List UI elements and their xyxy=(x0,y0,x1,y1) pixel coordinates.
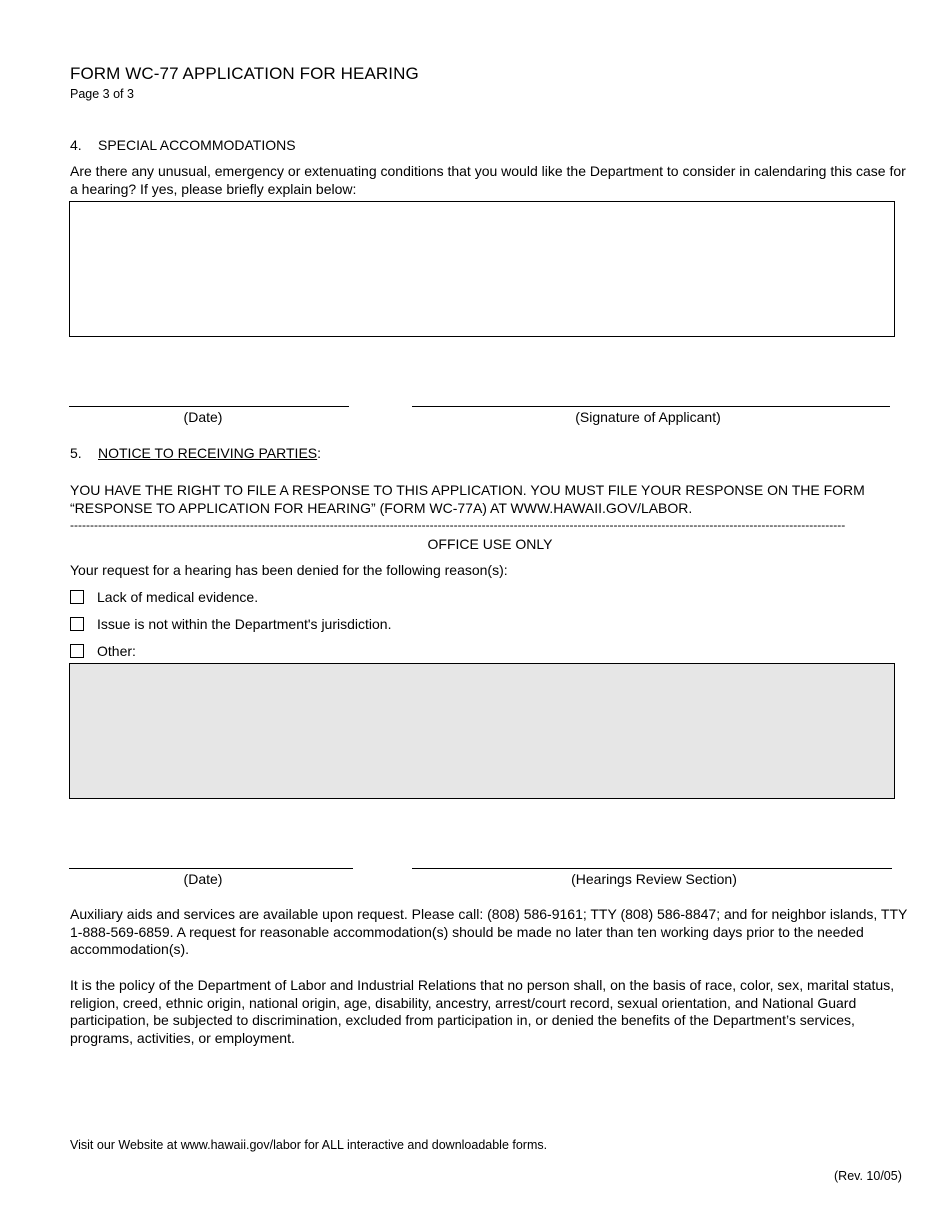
reason-row-jurisdiction[interactable] xyxy=(70,616,391,632)
jurisdiction-checkbox[interactable] xyxy=(70,617,84,631)
special-accommodations-textarea[interactable] xyxy=(69,201,895,337)
applicant-signature-label: (Signature of Applicant) xyxy=(575,409,721,425)
hearings-review-line[interactable] xyxy=(412,868,892,869)
nondiscrimination-policy: It is the policy of the Department of Labor and Industrial Relations that no person shall, on the basis of race, color, sex, marital status, religion, creed, ethnic origin, national origin, age, disability, ancestry, arrest/court record, sexual orientation, and National Guard participation, be subjected to discrimination, excluded from participation in, or denied the benefits of the Department’s services, programs, activities, or employment. xyxy=(70,977,895,1046)
reason-label: Other: xyxy=(97,643,136,659)
reason-row-other[interactable] xyxy=(70,643,136,659)
applicant-date-line[interactable] xyxy=(69,406,349,407)
form-title: FORM WC-77 APPLICATION FOR HEARING xyxy=(70,64,419,83)
denial-intro: Your request for a hearing has been denied for the following reason(s): xyxy=(70,562,508,578)
applicant-date-label: (Date) xyxy=(183,409,223,425)
office-use-separator: -------------------------------------------------------------------------------------------------------------------------------------------------------------------------------------------------- xyxy=(70,518,846,532)
hearings-review-label: (Hearings Review Section) xyxy=(571,871,737,887)
other-checkbox[interactable] xyxy=(70,644,84,658)
review-date-line[interactable] xyxy=(69,868,353,869)
section-4-title: SPECIAL ACCOMMODATIONS xyxy=(98,137,296,153)
other-reason-textarea[interactable] xyxy=(69,663,895,799)
reason-label: Lack of medical evidence. xyxy=(97,589,259,605)
section-5-colon: : xyxy=(317,445,322,461)
auxiliary-aids-notice: Auxiliary aids and services are available upon request. Please call: (808) 586-9161; TTY (808) 586-8847; and for neighbor islands, TTY 1-888-569-6859. A request for reasonable accommodation(s) should be made no later than ten working days prior to the needed accommodation(s). xyxy=(70,906,908,957)
website-notice: Visit our Website at www.hawaii.gov/labor for ALL interactive and downloadable forms. xyxy=(70,1138,548,1152)
review-date-label: (Date) xyxy=(183,871,223,887)
section-5-number: 5. xyxy=(70,445,82,461)
page-number: Page 3 of 3 xyxy=(70,87,134,101)
section-4-number: 4. xyxy=(70,137,82,153)
office-use-heading: OFFICE USE ONLY xyxy=(427,536,553,552)
section-4-heading xyxy=(70,137,296,153)
medical-evidence-checkbox[interactable] xyxy=(70,590,84,604)
section-5-title: NOTICE TO RECEIVING PARTIES xyxy=(98,445,318,461)
section-5-notice: YOU HAVE THE RIGHT TO FILE A RESPONSE TO THIS APPLICATION. YOU MUST FILE YOUR RESPONSE ON THE FORM “RESPONSE TO APPLICATION FOR HEARING” (FORM WC-77A) AT WWW.HAWAII.GOV/LABOR. xyxy=(70,482,865,516)
reason-row-medical[interactable] xyxy=(70,589,258,605)
reason-label: Issue is not within the Department's jurisdiction. xyxy=(97,616,392,632)
revision-date: (Rev. 10/05) xyxy=(834,1169,902,1183)
section-4-question: Are there any unusual, emergency or extenuating conditions that you would like the Department to consider in calendaring this case for a hearing? If yes, please briefly explain below: xyxy=(70,163,906,197)
applicant-signature-line[interactable] xyxy=(412,406,890,407)
section-5-heading xyxy=(70,445,321,461)
